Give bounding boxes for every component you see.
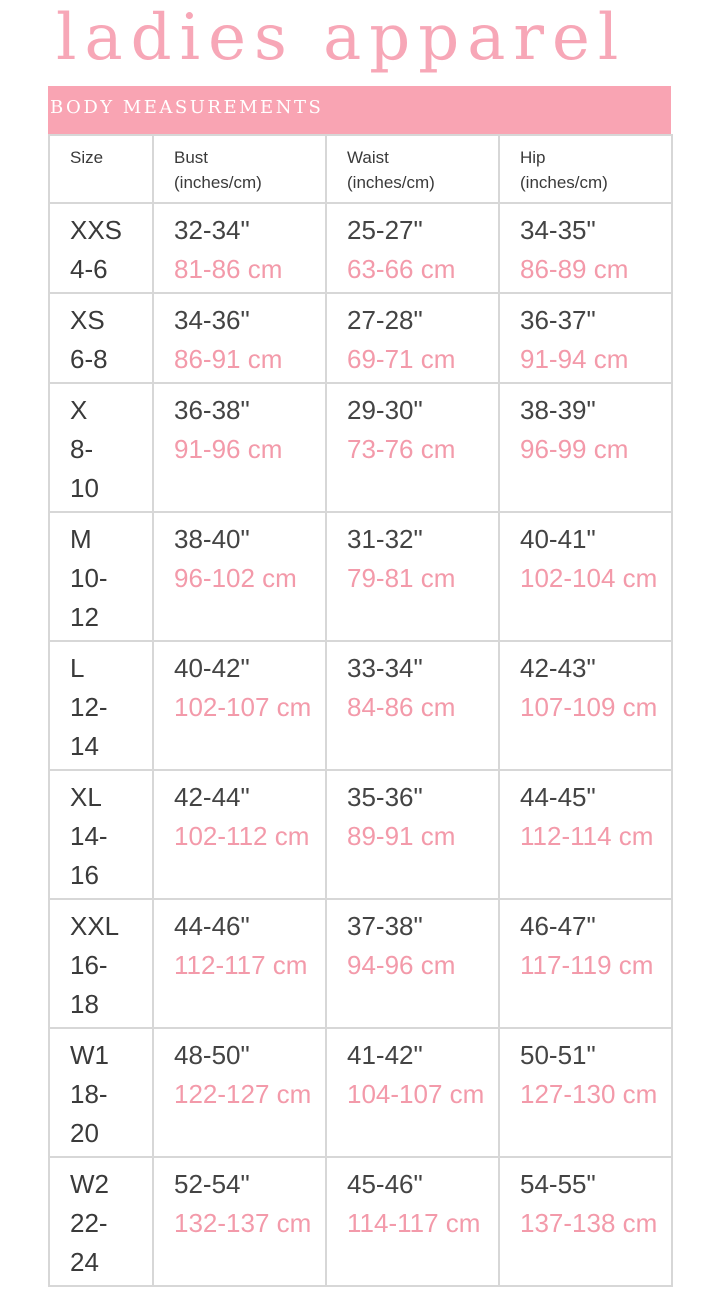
bust-cell: 42-44" 102-112 cm — [153, 770, 326, 899]
table-row — [49, 770, 672, 899]
hip-cell: 50-51" 127-130 cm — [499, 1028, 672, 1157]
hip-cell: 36-37" 91-94 cm — [499, 293, 672, 383]
hip-cell: 34-35" 86-89 cm — [499, 203, 672, 293]
waist-cell: 31-32" 79-81 cm — [326, 512, 499, 641]
hip-cell: 46-47" 117-119 cm — [499, 899, 672, 1028]
size-cell: XL 14- 16 — [49, 770, 153, 899]
waist-cell: 41-42" 104-107 cm — [326, 1028, 499, 1157]
table-row — [49, 293, 672, 383]
hip-cell: 44-45" 112-114 cm — [499, 770, 672, 899]
bust-cell: 48-50" 122-127 cm — [153, 1028, 326, 1157]
table-row — [49, 1157, 672, 1286]
table-row — [49, 1028, 672, 1157]
table-row — [49, 899, 672, 1028]
bust-cell: 44-46" 112-117 cm — [153, 899, 326, 1028]
size-cell: X 8- 10 — [49, 383, 153, 512]
size-cell: W1 18- 20 — [49, 1028, 153, 1157]
size-cell: L 12- 14 — [49, 641, 153, 770]
page-title: ladies apparel — [56, 1, 627, 75]
header-hip: Hip (inches/cm) — [499, 135, 672, 203]
waist-cell: 45-46" 114-117 cm — [326, 1157, 499, 1286]
waist-cell: 27-28" 69-71 cm — [326, 293, 499, 383]
size-cell: XXL 16- 18 — [49, 899, 153, 1028]
hip-cell: 38-39" 96-99 cm — [499, 383, 672, 512]
waist-cell: 33-34" 84-86 cm — [326, 641, 499, 770]
waist-cell: 25-27" 63-66 cm — [326, 203, 499, 293]
hip-cell: 40-41" 102-104 cm — [499, 512, 672, 641]
bust-cell: 52-54" 132-137 cm — [153, 1157, 326, 1286]
bust-cell: 34-36" 86-91 cm — [153, 293, 326, 383]
bust-cell: 40-42" 102-107 cm — [153, 641, 326, 770]
size-cell: XS 6-8 — [49, 293, 153, 383]
section-banner — [48, 86, 671, 134]
bust-cell: 32-34" 81-86 cm — [153, 203, 326, 293]
table-row — [49, 383, 672, 512]
header-bust: Bust (inches/cm) — [153, 135, 326, 203]
size-cell: XXS 4-6 — [49, 203, 153, 293]
table-row — [49, 512, 672, 641]
size-chart-table — [48, 134, 673, 1287]
table-header-row — [49, 135, 672, 203]
bust-cell: 38-40" 96-102 cm — [153, 512, 326, 641]
table-row — [49, 203, 672, 293]
bust-cell: 36-38" 91-96 cm — [153, 383, 326, 512]
waist-cell: 37-38" 94-96 cm — [326, 899, 499, 1028]
table-row — [49, 641, 672, 770]
size-cell: W2 22- 24 — [49, 1157, 153, 1286]
waist-cell: 35-36" 89-91 cm — [326, 770, 499, 899]
header-waist: Waist (inches/cm) — [326, 135, 499, 203]
waist-cell: 29-30" 73-76 cm — [326, 383, 499, 512]
hip-cell: 42-43" 107-109 cm — [499, 641, 672, 770]
section-banner-label: BODY MEASUREMENTS — [50, 97, 324, 118]
header-size: Size — [49, 135, 153, 203]
size-cell: M 10- 12 — [49, 512, 153, 641]
hip-cell: 54-55" 137-138 cm — [499, 1157, 672, 1286]
